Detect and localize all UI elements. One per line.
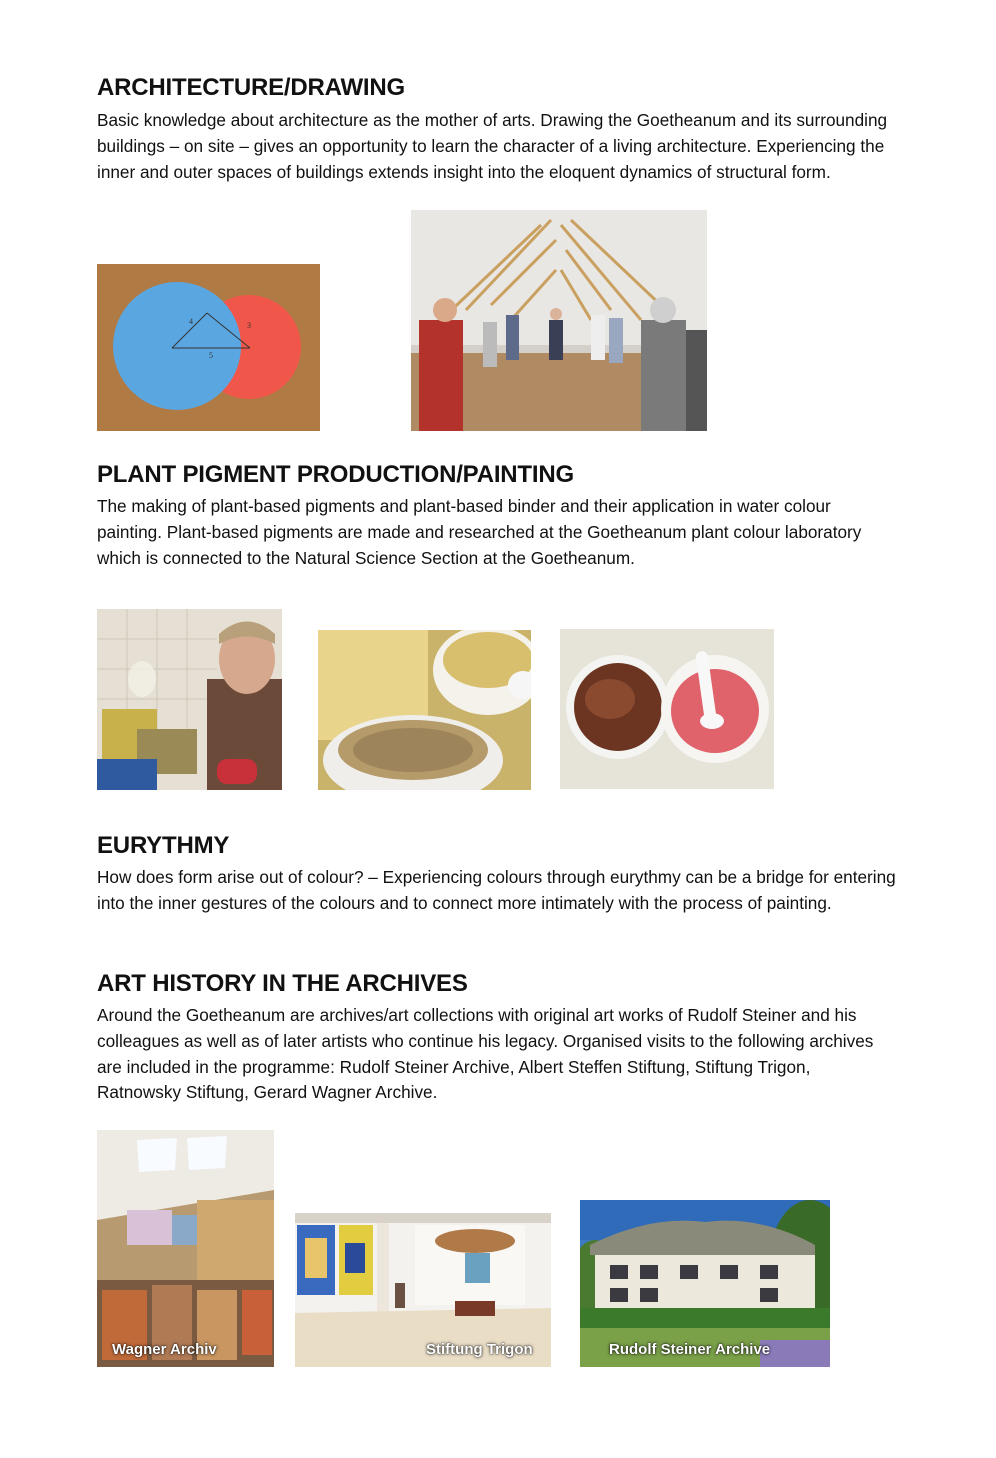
diagram-label-4: 4 <box>189 317 193 326</box>
wagner-archive-photo <box>97 1130 274 1367</box>
dried-plants-mortar-photo <box>560 629 774 789</box>
color-circles-drawing-image <box>97 264 320 431</box>
section-heading-architecture: ARCHITECTURE/DRAWING <box>97 74 405 101</box>
section-body-plant-pigment: The making of plant-based pigments and plant-based binder and their application in water colour painting. Plant-based pigments are made and researched at the Goetheanum plant colour laboratory which is connected to the Natural Science Section at the Goetheanum. <box>97 496 862 568</box>
section-heading-eurythmy: EURYTHMY <box>97 832 230 859</box>
caption-rudolf-steiner-archive: Rudolf Steiner Archive <box>609 1341 771 1358</box>
section-body-art-history: Around the Goetheanum are archives/art collections with original art works of Rudolf Steiner and his colleagues as well as of later artists who continue his legacy. Organised visits to the following archives are included in the programme: Rudolf Steiner Archive, Albert Steffen Stiftung, Stiftung Trigon, Ratnowsky Stiftung, Gerard Wagner Archive. <box>97 1005 874 1103</box>
pigment-powders-bowls-photo <box>318 630 531 790</box>
section-heading-art-history: ART HISTORY IN THE ARCHIVES <box>97 970 468 997</box>
stiftung-trigon-photo <box>295 1213 551 1367</box>
caption-stiftung-trigon: Stiftung Trigon <box>426 1341 533 1358</box>
pigment-lab-man-photo <box>97 609 282 790</box>
section-heading-plant-pigment: PLANT PIGMENT PRODUCTION/PAINTING <box>97 461 574 488</box>
eurythmy-rods-group-photo <box>411 210 707 431</box>
caption-wagner-archiv: Wagner Archiv <box>112 1341 217 1358</box>
section-body-eurythmy: How does form arise out of colour? – Experiencing colours through eurythmy can be a bridge for entering into the inner gestures of the colours and to connect more intimately with the process of painting. <box>97 867 896 913</box>
diagram-label-3: 3 <box>247 321 251 330</box>
diagram-label-5: 5 <box>209 351 213 360</box>
rudolf-steiner-archive-photo <box>580 1200 830 1367</box>
section-body-architecture: Basic knowledge about architecture as the mother of arts. Drawing the Goetheanum and its surrounding buildings – on site – gives an opportunity to learn the character of a living architecture. Experiencing the inner and outer spaces of buildings extends insight into the eloquent dynamics of structural form. <box>97 110 888 182</box>
